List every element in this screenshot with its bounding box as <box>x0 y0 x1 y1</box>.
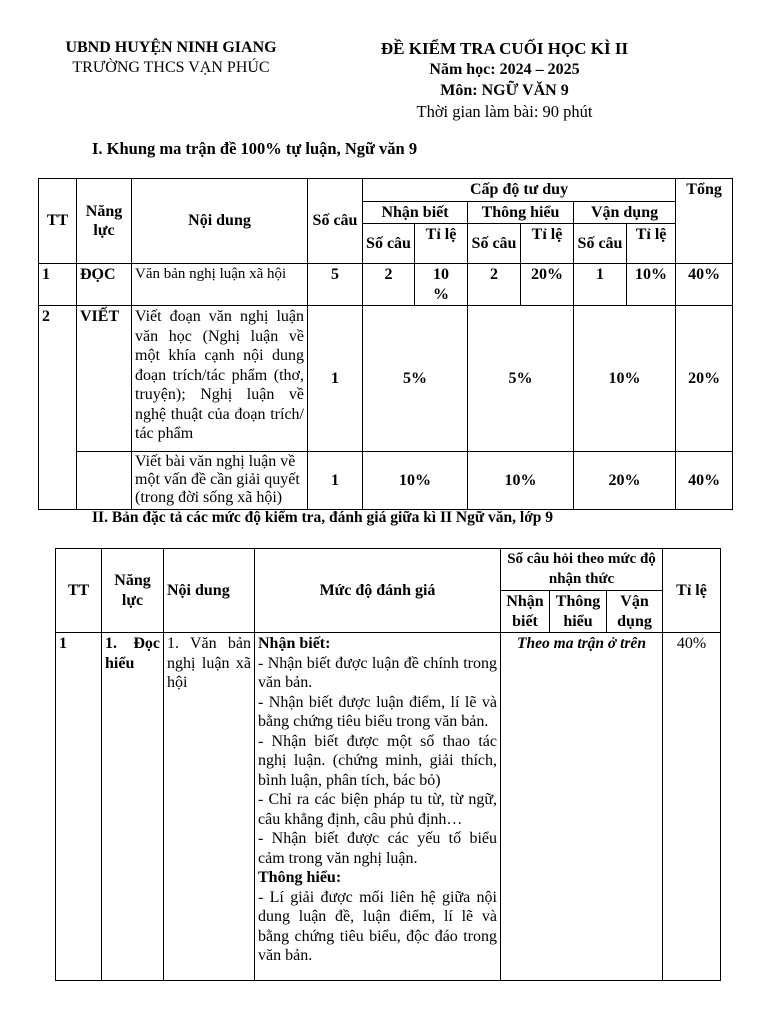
criteria-heading-thong-hieu: Thông hiểu: <box>258 869 342 886</box>
section-2-title: II. Bản đặc tả các mức độ kiểm tra, đánh giá giữa kì II Ngữ văn, lớp 9 <box>92 509 554 526</box>
row1-nb-so-cau: 2 <box>363 264 415 306</box>
row2-nhan-biet: 5% <box>363 306 468 452</box>
spec-row1-noi-dung: 1. Văn bản nghị luận xã hội <box>164 633 255 981</box>
table-row <box>39 452 733 510</box>
row1-so-cau: 5 <box>308 264 363 306</box>
header-nhan-biet: Nhận biết <box>363 201 468 224</box>
criteria-item: - Nhận biết được luận điểm, lí lẽ và bằng chứng tiêu biểu trong văn bản. <box>258 693 497 730</box>
row1-tt: 1 <box>39 264 77 306</box>
spec-row1-so-cau-note: Theo ma trận ở trên <box>501 633 663 981</box>
header-noi-dung: Nội dung <box>132 179 308 264</box>
row2-noi-dung: Viết đoạn văn nghị luận văn học (Nghị luận về một khía cạnh nội dung đoạn trích/tác phẩm (thơ, truyện); Nghị luận về nghệ thuật của đoạn trích/ tác phẩm <box>132 306 308 452</box>
header-van-dung: Vận dụng <box>574 201 676 224</box>
row2-thong-hieu: 5% <box>468 306 574 452</box>
header-left <box>40 38 302 77</box>
spec-table <box>55 548 721 981</box>
criteria-item: - Nhận biết được các yếu tố biểu cảm trong văn nghị luận. <box>258 830 497 867</box>
spec-header-nhan-biet: Nhận biết <box>501 591 550 633</box>
row2-tong: 20% <box>676 306 733 452</box>
spec-row1-ti-le: 40% <box>663 633 721 981</box>
row1-tong: 40% <box>676 264 733 306</box>
spec-header-thong-hieu: Thông hiểu <box>550 591 607 633</box>
header-vd-ti-le: Tỉ lệ <box>627 224 676 264</box>
row1-vd-ti-le: 10% <box>627 264 676 306</box>
spec-header-muc-do: Mức độ đánh giá <box>255 549 501 633</box>
table-row <box>56 633 721 981</box>
header-so-cau: Số câu <box>308 179 363 264</box>
row3-nang-luc <box>77 452 132 510</box>
criteria-item: - Nhận biết được luận đề chính trong văn bản. <box>258 654 497 691</box>
header-nang-luc: Năng lực <box>77 179 132 264</box>
section-1-title: I. Khung ma trận đề 100% tự luận, Ngữ văn 9 <box>92 139 418 158</box>
row1-noi-dung: Văn bản nghị luận xã hội <box>132 264 308 306</box>
spec-header-tt: TT <box>56 549 102 633</box>
row1-nb-ti-le: 10 % <box>415 264 468 306</box>
row1-th-ti-le: 20% <box>521 264 574 306</box>
row2-van-dung: 10% <box>574 306 676 452</box>
table-row <box>39 264 733 306</box>
spec-header-nang-luc: Năng lực <box>102 549 164 633</box>
header-tt: TT <box>39 179 77 264</box>
spec-row1-nang-luc: 1. Đọc hiểu <box>102 633 164 981</box>
header-th-so-cau: Số câu <box>468 224 521 264</box>
row3-noi-dung: Viết bài văn nghị luận về một vấn đề cần giải quyết (trong đời sống xã hội) <box>132 452 308 510</box>
district-name: UBND HUYỆN NINH GIANG <box>65 39 277 56</box>
criteria-heading-nhan-biet: Nhận biết: <box>258 635 331 652</box>
matrix-table <box>38 178 733 510</box>
row1-nang-luc: ĐỌC <box>77 264 132 306</box>
spec-row1-criteria <box>255 633 501 981</box>
spec-header-ti-le: Tỉ lệ <box>663 549 721 633</box>
header-nb-ti-le: Tỉ lệ <box>415 224 468 264</box>
duration: Thời gian làm bài: 90 phút <box>416 102 593 121</box>
subject: Môn: NGỮ VĂN 9 <box>440 82 569 99</box>
table-row <box>39 306 733 452</box>
header-right <box>362 38 647 122</box>
row3-thong-hieu: 10% <box>468 452 574 510</box>
criteria-item: - Nhận biết được một số thao tác nghị luận. (chứng minh, giải thích, bình luận, phân tích, bác bỏ) <box>258 732 497 789</box>
row3-van-dung: 20% <box>574 452 676 510</box>
row1-vd-so-cau: 1 <box>574 264 627 306</box>
header-nb-so-cau: Số câu <box>363 224 415 264</box>
row3-so-cau: 1 <box>308 452 363 510</box>
row3-tong: 40% <box>676 452 733 510</box>
criteria-item: - Lí giải được mối liên hệ giữa nội dung luận đề, luận điểm, lí lẽ và bằng chứng tiêu biểu, độc đáo trong văn bản. <box>258 888 497 964</box>
header-tong: Tổng <box>676 179 733 264</box>
exam-title: ĐỀ KIỂM TRA CUỐI HỌC KÌ II <box>380 39 629 58</box>
row2-nang-luc: VIẾT <box>77 306 132 452</box>
header-vd-so-cau: Số câu <box>574 224 627 264</box>
school-year: Năm học: 2024 – 2025 <box>429 61 580 78</box>
row1-th-so-cau: 2 <box>468 264 521 306</box>
header-cap-do: Cấp độ tư duy <box>363 179 676 202</box>
school-name: TRƯỜNG THCS VẠN PHÚC <box>72 58 270 76</box>
row2-tt: 2 <box>39 306 77 510</box>
criteria-item: - Chỉ ra các biện pháp tu từ, từ ngữ, câu khẳng định, câu phủ định… <box>258 791 497 828</box>
spec-header-van-dung: Vận dụng <box>607 591 663 633</box>
row3-nhan-biet: 10% <box>363 452 468 510</box>
row2-so-cau: 1 <box>308 306 363 452</box>
spec-header-so-cau-hoi: Số câu hỏi theo mức độ nhận thức <box>501 549 663 591</box>
spec-header-noi-dung: Nội dung <box>164 549 255 633</box>
header-thong-hieu: Thông hiểu <box>468 201 574 224</box>
header-th-ti-le: Tỉ lệ <box>521 224 574 264</box>
spec-row1-tt: 1 <box>56 633 102 981</box>
